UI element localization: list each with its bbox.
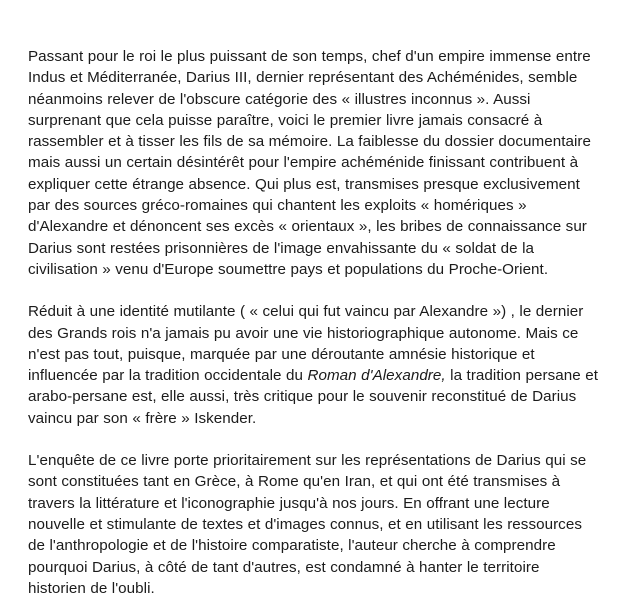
paragraph-2-text-after-italic: la tradition persane et arabo-persane est, elle aussi, très critique pour le souvenir reconstitué de Darius vaincu par son « frère » Iskender. [28,367,598,427]
paragraph-1: Passant pour le roi le plus puissant de son temps, chef d'un empire immense entre Indus et Méditerranée, Darius III, dernier représentant des Achéménides, semble néanmoins relever de l'obscure catégorie des « illustres inconnus ». Aussi surprenant que cela puisse paraître, voici le premier livre jamais consacré à rassembler et à tisser les fils de sa mémoire. La faiblesse du dossier documentaire mais aussi un certain désintérêt pour l'empire achéménide finissant contribuent à expliquer cette étrange absence. Qui plus est, transmises presque exclusivement par des sources gréco-romaines qui chantent les exploits « homériques » d'Alexandre et dénoncent ses excès « orientaux », les bribes de connaissance sur Darius sont restées prisonnières de l'image envahissante du « soldat de la civilisation » venu d'Europe soumettre pays et populations du Proche-Orient. [28,48,592,278]
paragraph-2 [28,301,600,429]
paragraph-3: L'enquête de ce livre porte prioritairement sur les représentations de Darius qui se sont constituées tant en Grèce, à Rome qu'en Iran, et qui ont été transmises à travers la littérature et l'iconographie jusqu'à nos jours. En offrant une lecture nouvelle et stimulante de textes et d'images connus, et en utilisant les ressources de l'anthropologie et de l'histoire comparatiste, l'auteur cherche à comprendre pourquoi Darius, à côté de tant d'autres, est condamné à hanter le territoire historien de l'oubli. [28,452,587,597]
paragraph-2-text-before-italic: Réduit à une identité mutilante ( « celui qui fut vaincu par Alexandre ») , le dernier des Grands rois n'a jamais pu avoir une vie historiographique autonome. Mais ce n'est pas tout, puisque, marquée par une déroutante amnésie historique et influencée par la tradition occidentale du [28,303,584,385]
book-title-roman-dalexandre: Roman d'Alexandre, [307,367,446,385]
